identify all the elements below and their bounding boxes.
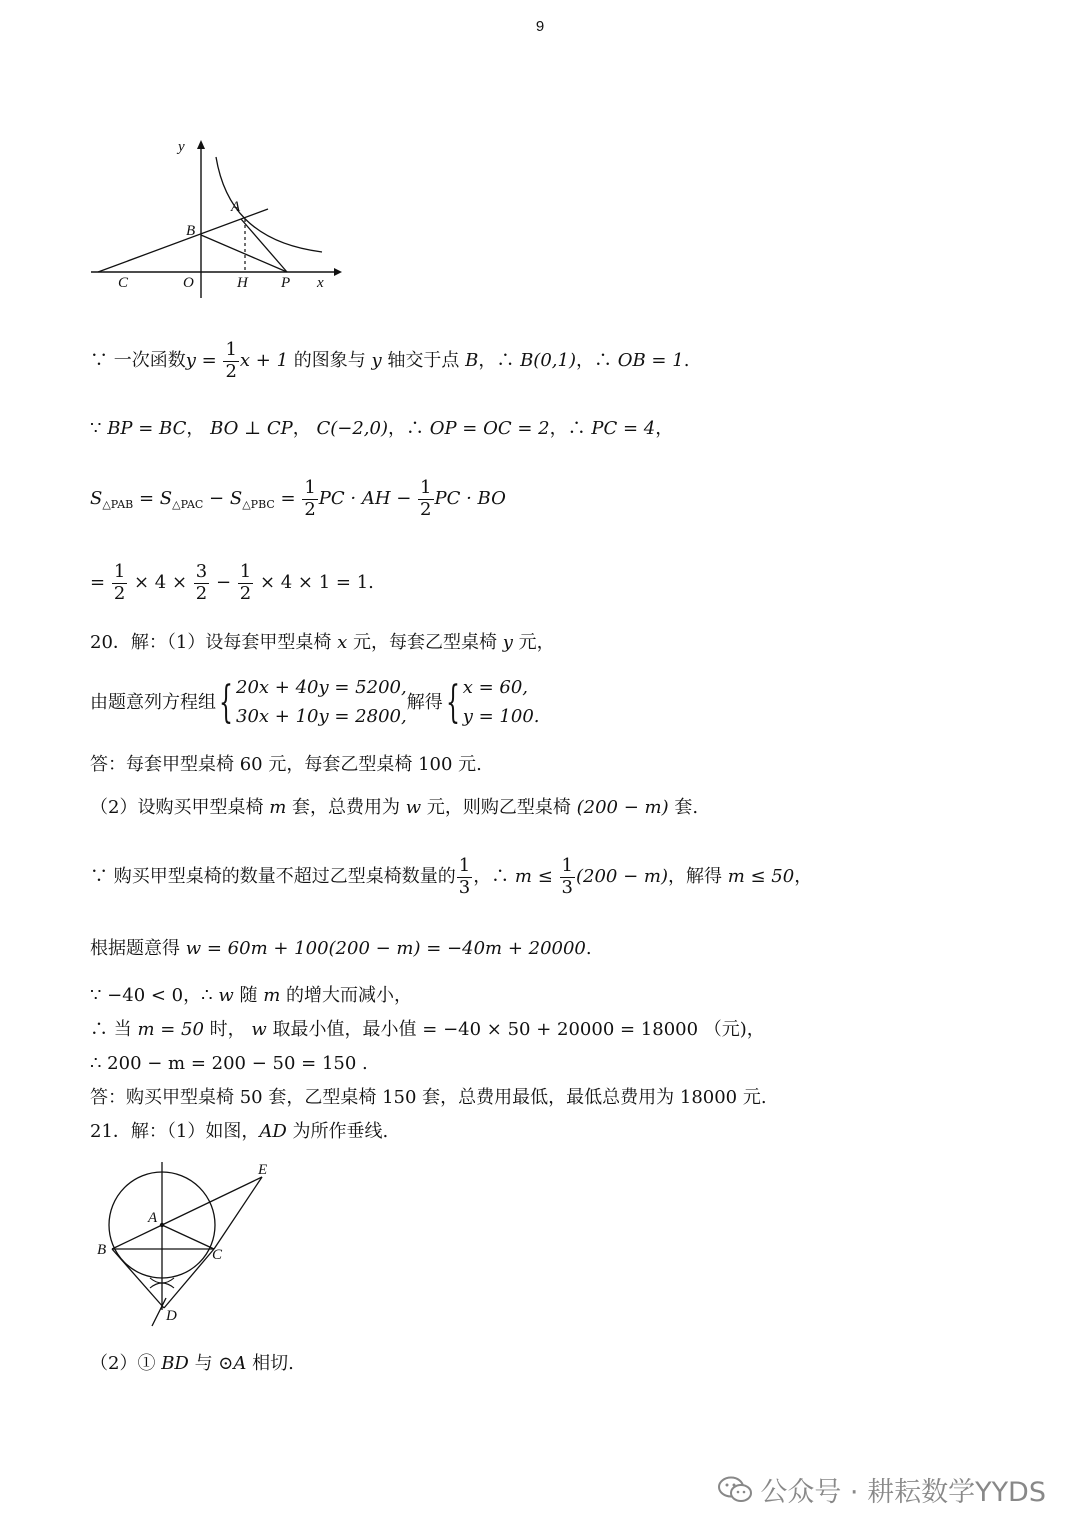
page-number: 9 (535, 18, 545, 35)
line-12: ∴ 当 m = 50 时， w 取最小值，最小值 = −40 × 50 + 20000 = 18000 （元)， (90, 1019, 765, 1040)
segment-ab (112, 1225, 162, 1249)
y-axis-arrow (197, 140, 205, 149)
label-b: B (97, 1242, 107, 1258)
center-point (160, 1223, 164, 1227)
segment-bp (201, 235, 287, 272)
segment-ae (162, 1177, 262, 1225)
line-2: ∵ BP = BC， BO ⊥ CP， C(−2,0)，∴ OP = OC = 2，∴ PC = 4， (90, 418, 674, 439)
label-e: E (258, 1162, 268, 1178)
line-7: 答：每套甲型桌椅 60 元，每套乙型桌椅 100 元. (90, 754, 482, 775)
line-1: ∵ 一次函数y = $\frac{1}{2}$ x + 1 的图象与 y 轴交于点 B，∴ B(0,1)，∴ OB = 1. (90, 339, 690, 382)
line-13: ∴ 200 − m = 200 − 50 = 150 . (90, 1053, 368, 1074)
wechat-icon (718, 1476, 752, 1504)
line-3: $S_{\triangle PAB} = S_{\triangle PAC} - S_{\triangle PBC}$ = $\frac{1}{2}$ PC · AH − $\frac{1}{2}$ PC · BO (90, 477, 506, 520)
label-x: x (317, 275, 324, 291)
line-cb (98, 209, 268, 272)
label-d: D (166, 1308, 177, 1324)
line-6: 由题意列方程组{ 20x + 40y = 5200, 30x + 10y = 2800, 解得{ x = 60, y = 100. (90, 676, 540, 728)
line-16: （2）① BD 与 ⊙A 相切. (90, 1353, 294, 1374)
label-y: y (178, 139, 185, 155)
label-b: B (186, 223, 196, 239)
function-graph-figure (86, 135, 346, 305)
label-a: A (231, 199, 241, 215)
label-p: P (281, 275, 291, 291)
line-11: ∵ −40 < 0，∴ w 随 m 的增大而减小， (90, 985, 412, 1006)
segment-ac (162, 1225, 214, 1249)
watermark-text: 公众号 · 耕耘数学YYDS (760, 1477, 1046, 1508)
line-9: ∵ 购买甲型桌椅的数量不超过乙型桌椅数量的 $\frac{1}{3}$ ，∴ m ≤ $\frac{1}{3}$ (200 − m)，解得 m ≤ 50， (90, 855, 813, 898)
line-10: 根据题意得 w = 60m + 100(200 − m) = −40m + 20000. (90, 938, 592, 959)
label-o: O (183, 275, 194, 291)
label-c: C (212, 1247, 223, 1263)
circle-tangent-figure (92, 1160, 282, 1330)
line-4: = $\frac{1}{2}$ × 4 × $\frac{3}{2}$ − $\frac{1}{2}$ × 4 × 1 = 1. (90, 561, 374, 604)
segment-ap (241, 219, 287, 272)
line-15: 21．解：（1）如图，AD 为所作垂线. (90, 1121, 389, 1142)
segment-cd (164, 1249, 214, 1308)
line-14: 答：购买甲型桌椅 50 套，乙型桌椅 150 套，总费用最低，最低总费用为 18000 元. (90, 1087, 767, 1108)
label-a: A (148, 1210, 158, 1226)
segment-bd (112, 1249, 164, 1308)
watermark (718, 1470, 1046, 1509)
line-8: （2）设购买甲型桌椅 m 套，总费用为 w 元，则购乙型桌椅 (200 − m) 套. (90, 797, 699, 818)
x-axis-arrow (334, 268, 342, 276)
label-h: H (237, 275, 248, 291)
label-c: C (118, 275, 129, 291)
line-5: 20．解：（1）设每套甲型桌椅 x 元，每套乙型桌椅 y 元， (90, 632, 555, 653)
